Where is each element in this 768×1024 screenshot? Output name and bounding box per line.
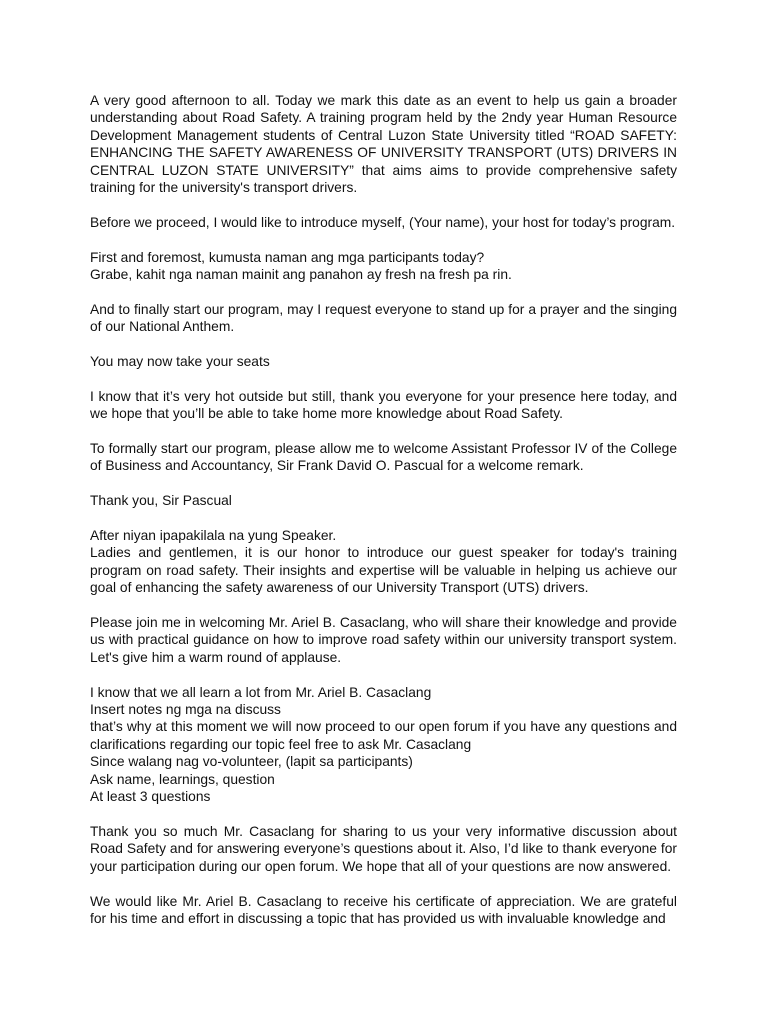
greeting-block [90,249,677,284]
forum-line: Ask name, learnings, question [90,771,275,787]
document-page [90,92,677,927]
greeting-line: First and foremost, kumusta naman ang mga participants today? [90,249,485,265]
forum-line: Insert notes ng mga na discuss [90,702,281,718]
speaker-introduction-block [90,527,677,597]
welcome-speaker-paragraph: Please join me in welcoming Mr. Ariel B. Casaclang, who will share their knowledge and provide us with practical guidance on how to improve road safety within our university transport system. Let's give him a warm round of applause. [90,615,677,665]
forum-line: that’s why at this moment we will now proceed to our open forum if you have any questions and clarifications regarding our topic feel free to ask Mr. Casaclang [90,719,677,752]
thank-casaclang-paragraph: Thank you so much Mr. Casaclang for sharing to us your very informative discussion about Road Safety and for answering everyone’s questions about it. Also, I’d like to thank everyone for your participation during our open forum. We hope that all of your questions are now answered. [90,823,677,874]
thank-pascual-paragraph: Thank you, Sir Pascual [90,493,232,509]
thank-presence-paragraph: I know that it’s very hot outside but still, thank you everyone for your presence here today, and we hope that you’ll be able to take home more knowledge about Road Safety. [90,388,677,422]
welcome-remark-paragraph: To formally start our program, please allow me to welcome Assistant Professor IV of the College of Business and Accountancy, Sir Frank David O. Pascual for a welcome remark. [90,441,677,474]
host-introduction-paragraph: Before we proceed, I would like to introduce myself, (Your name), your host for today’s program. [90,214,676,230]
forum-line: Since walang nag vo-volunteer, (lapit sa participants) [90,754,413,770]
opening-paragraph: A very good afternoon to all. Today we mark this date as an event to help us gain a broader understanding about Road Safety. A training program held by the 2ndy year Human Resource Development Management students of Central Luzon State University titled “ROAD SAFETY: ENHANCING THE SAFETY AWARENESS OF UNIVERSITY TRANSPORT (UTS) DRIVERS IN CENTRAL LUZON STATE UNIVERSITY” that aims aims to provide comprehensive safety training for the university's transport drivers. [90,93,677,196]
speaker-introduction-line: Ladies and gentlemen, it is our honor to introduce our guest speaker for today's training program on road safety. Their insights and expertise will be valuable in helping us achieve our goal of enhancing the safety awareness of our University Transport (UTS) drivers. [90,545,677,596]
speaker-note-line: After niyan ipapakilala na yung Speaker. [90,528,337,544]
prayer-anthem-paragraph: And to finally start our program, may I request everyone to stand up for a prayer and the singing of our National Anthem. [90,301,677,335]
certificate-paragraph: We would like Mr. Ariel B. Casaclang to receive his certificate of appreciation. We are grateful for his time and effort in discussing a topic that has provided us with invaluable knowledge and [90,893,677,926]
take-seats-paragraph: You may now take your seats [90,354,270,370]
greeting-line: Grabe, kahit nga naman mainit ang panahon ay fresh na fresh pa rin. [90,267,512,283]
forum-line: I know that we all learn a lot from Mr. Ariel B. Casaclang [90,684,432,700]
forum-line: At least 3 questions [90,789,211,805]
open-forum-block [90,684,677,806]
